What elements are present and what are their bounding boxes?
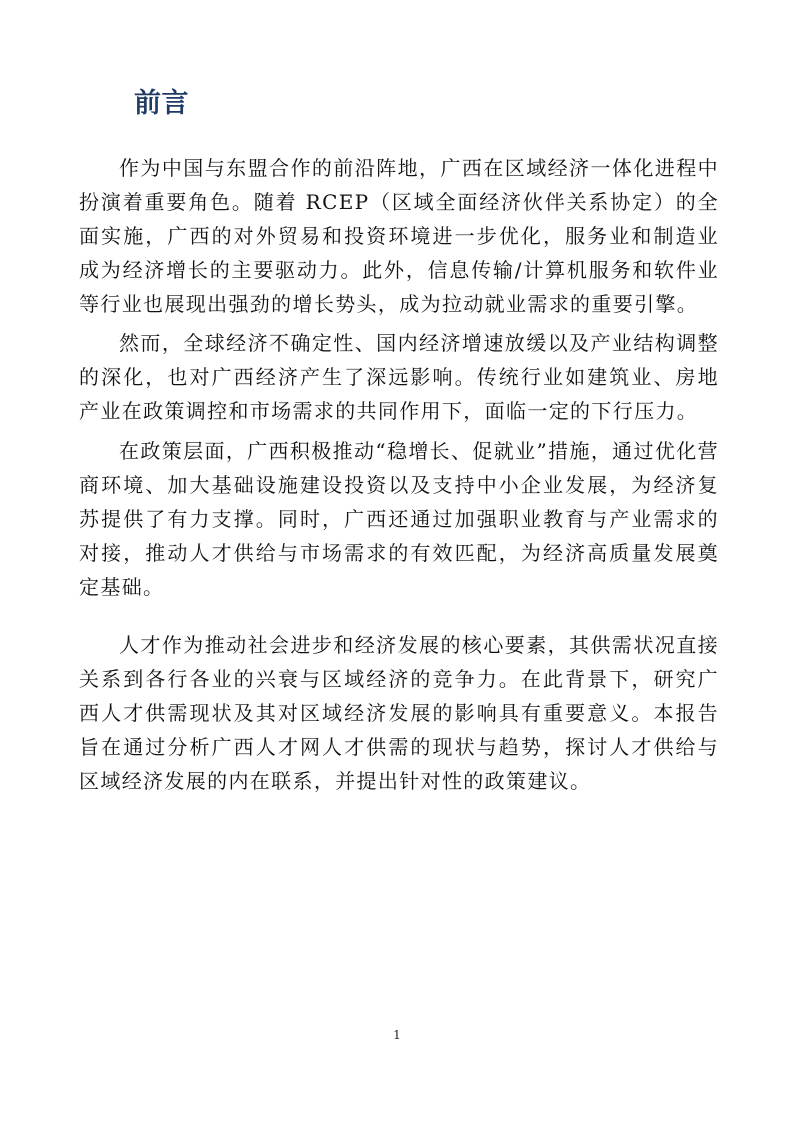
paragraph-2: 然而，全球经济不确定性、国内经济增速放缓以及产业结构调整的深化，也对广西经济产生了深远影响。传统行业如建筑业、房地产业在政策调控和市场需求的共同作用下，面临一定的下行压力。 xyxy=(79,331,719,423)
paragraph-3: 在政策层面，广西积极推动“稳增长、促就业”措施，通过优化营商环境、加大基础设施建设投资以及支持中小企业发展，为经济复苏提供了有力支撑。同时，广西还通过加强职业教育与产业需求的对接，推动人才供给与市场需求的有效匹配，为经济高质量发展奠定基础。 xyxy=(79,439,719,599)
page-number: 1 xyxy=(393,1028,401,1042)
paragraph-4: 人才作为推动社会进步和经济发展的核心要素，其供需状况直接关系到各行各业的兴衰与区域经济的竞争力。在此背景下，研究广西人才供需现状及其对区域经济发展的影响具有重要意义。本报告旨在通过分析广西人才网人才供需的现状与趋势，探讨人才供给与区域经济发展的内在联系，并提出针对性的政策建议。 xyxy=(79,633,719,793)
document-body xyxy=(79,151,719,798)
page-title: 前言 xyxy=(134,88,189,119)
paragraph-1: 作为中国与东盟合作的前沿阵地，广西在区域经济一体化进程中扮演着重要角色。随着 RCEP（区域全面经济伙伴关系协定）的全面实施，广西的对外贸易和投资环境进一步优化，服务业和制造业成为经济增长的主要驱动力。此外，信息传输/计算机服务和软件业等行业也展现出强劲的增长势头，成为拉动就业需求的重要引擎。 xyxy=(79,156,719,316)
